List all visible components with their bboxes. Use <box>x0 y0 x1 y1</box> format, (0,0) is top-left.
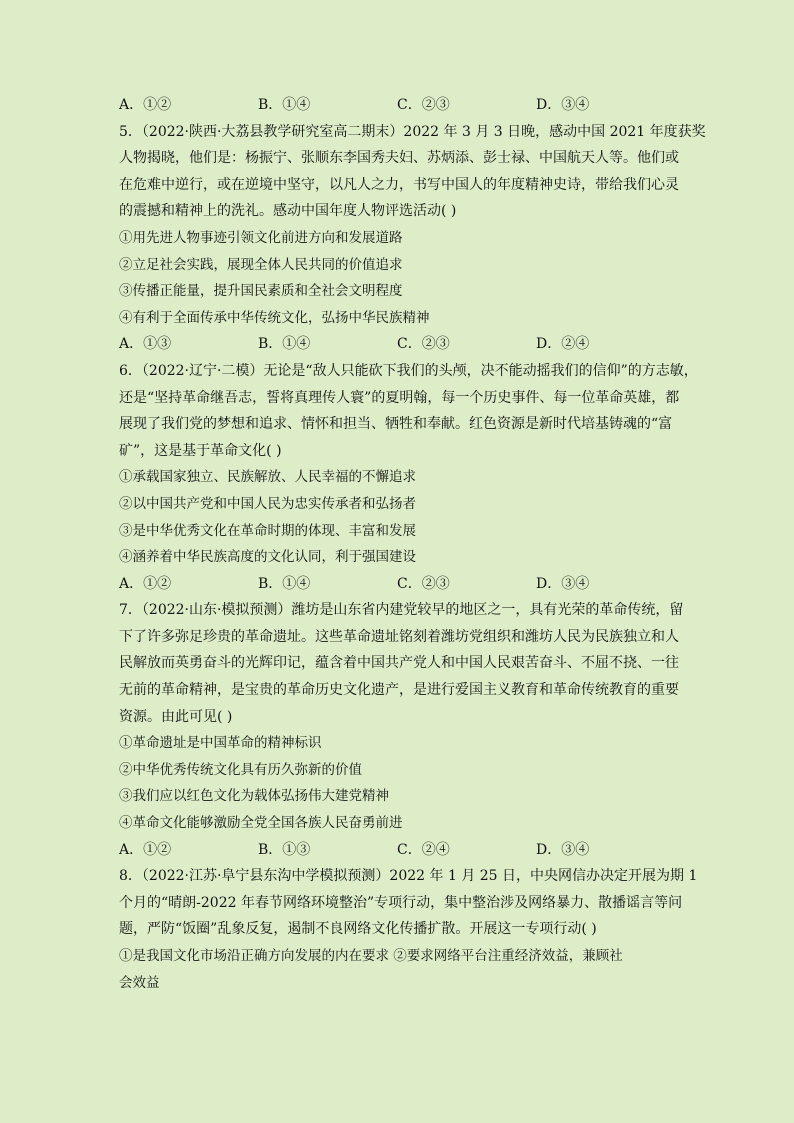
q5-stem-line: 人物揭晓，他们是：杨振宁、张顺东李国秀夫妇、苏炳添、彭士禄、中国航天人等。他们或 <box>119 150 679 167</box>
q8-stem-line: 8．（2022·江苏·阜宁县东沟中学模拟预测）2022 年 1 月 25 日，中央网信办决定开展为期 1 <box>119 868 698 885</box>
q7-option-b[interactable]: B．①③ <box>258 841 311 858</box>
q6-options <box>119 571 679 598</box>
q5-option-c[interactable]: C．②③ <box>397 336 450 353</box>
q5-option-a[interactable]: A．①③ <box>119 336 172 353</box>
q8-statement: 会效益 <box>119 974 160 991</box>
q6-statement: ②以中国共产党和中国人民为忠实传承者和弘扬者 <box>119 495 416 512</box>
q7-option-d[interactable]: D．③④ <box>536 841 590 858</box>
q5-options <box>119 331 679 358</box>
q7-stem-line: 7．（2022·山东·模拟预测）潍坊是山东省内建党较早的地区之一，具有光荣的革命传统，留 <box>119 602 684 619</box>
question-7 <box>119 597 684 863</box>
q7-option-c[interactable]: C．②④ <box>397 841 450 858</box>
q5-option-b[interactable]: B．①④ <box>258 336 311 353</box>
q4-option-a[interactable]: A．①② <box>119 97 172 113</box>
q6-option-c[interactable]: C．②③ <box>397 575 450 592</box>
q7-statement: ③我们应以红色文化为载体弘扬伟大建党精神 <box>119 788 389 805</box>
q6-option-a[interactable]: A．①② <box>119 575 172 592</box>
q7-statement: ②中华优秀传统文化具有历久弥新的价值 <box>119 761 362 778</box>
q7-stem-line: 下了许多弥足珍贵的革命遗址。这些革命遗址铭刻着潍坊党组织和潍坊人民为民族独立和人 <box>119 628 679 645</box>
q6-statement: ③是中华优秀文化在革命时期的体现、丰富和发展 <box>119 522 416 539</box>
question-content <box>119 92 706 996</box>
q5-stem-line: 的震撼和精神上的洗礼。感动中国年度人物评选活动( ) <box>119 203 457 220</box>
q7-stem-line: 无前的革命精神，是宝贵的革命历史文化遗产，是进行爱国主义教育和革命传统教育的重要 <box>119 682 679 699</box>
q4-option-b[interactable]: B．①④ <box>258 97 311 113</box>
q5-statement: ④有利于全面传承中华传统文化，弘扬中华民族精神 <box>119 309 430 326</box>
q7-stem-line: 民解放而英勇奋斗的光辉印记，蕴含着中国共产党人和中国人民艰苦奋斗、不屈不挠、一往 <box>119 655 679 672</box>
q6-stem-line: 6．（2022·辽宁·二模）无论是“敌人只能砍下我们的头颅，决不能动摇我们的信仰”的方志敏， <box>119 362 698 379</box>
q8-stem-line: 题，严防“饭圈”乱象反复，遏制不良网络文化传播扩散。开展这一专项行动( ) <box>119 921 597 938</box>
q4-options <box>119 92 679 119</box>
q8-statement: ①是我国文化市场沿正确方向发展的内在要求 ②要求网络平台注重经济效益，兼顾社 <box>119 948 623 964</box>
q8-stem-line: 个月的“晴朗-2022 年春节网络环境整治”专项行动，集中整治涉及网络暴力、散播谣言等问 <box>119 894 683 911</box>
q7-statement: ④革命文化能够激励全党全国各族人民奋勇前进 <box>119 815 403 832</box>
q7-stem-line: 资源。由此可见( ) <box>119 708 233 725</box>
question-6 <box>119 358 698 597</box>
q6-stem-line: 矿”，这是基于革命文化( ) <box>119 442 282 459</box>
q7-options <box>119 837 679 864</box>
q7-statement: ①革命遗址是中国革命的精神标识 <box>119 735 322 752</box>
q6-option-b[interactable]: B．①④ <box>258 575 311 592</box>
q5-stem-line: 在危难中逆行，或在逆境中坚守，以凡人之力，书写中国人的年度精神史诗，带给我们心灵 <box>119 176 679 193</box>
q6-stem-line: 还是“坚持革命继吾志，誓将真理传人寰”的夏明翰，每一个历史事件、每一位革命英雄，都 <box>119 389 680 406</box>
q6-statement: ④涵养着中华民族高度的文化认同，利于强国建设 <box>119 549 416 566</box>
q4-option-c[interactable]: C．②③ <box>397 97 450 113</box>
q5-statement: ③传播正能量，提升国民素质和全社会文明程度 <box>119 283 403 300</box>
q5-stem-line: 5．（2022·陕西·大荔县教学研究室高二期末）2022 年 3 月 3 日晚，感动中国 2021 年度获奖 <box>119 123 706 140</box>
q7-option-a[interactable]: A．①② <box>119 841 172 858</box>
q5-option-d[interactable]: D．②④ <box>536 336 590 353</box>
q6-option-d[interactable]: D．③④ <box>536 575 590 592</box>
q6-statement: ①承载国家独立、民族解放、人民幸福的不懈追求 <box>119 469 416 486</box>
q6-stem-line: 展现了我们党的梦想和追求、情怀和担当、牺牲和奉献。红色资源是新时代培基铸魂的“富 <box>119 416 673 433</box>
q5-statement: ②立足社会实践，展现全体人民共同的价值追求 <box>119 256 403 273</box>
q4-option-d[interactable]: D．③④ <box>536 97 590 113</box>
q5-statement: ①用先进人物事迹引领文化前进方向和发展道路 <box>119 229 403 246</box>
question-8 <box>119 863 698 996</box>
question-5 <box>119 119 706 358</box>
